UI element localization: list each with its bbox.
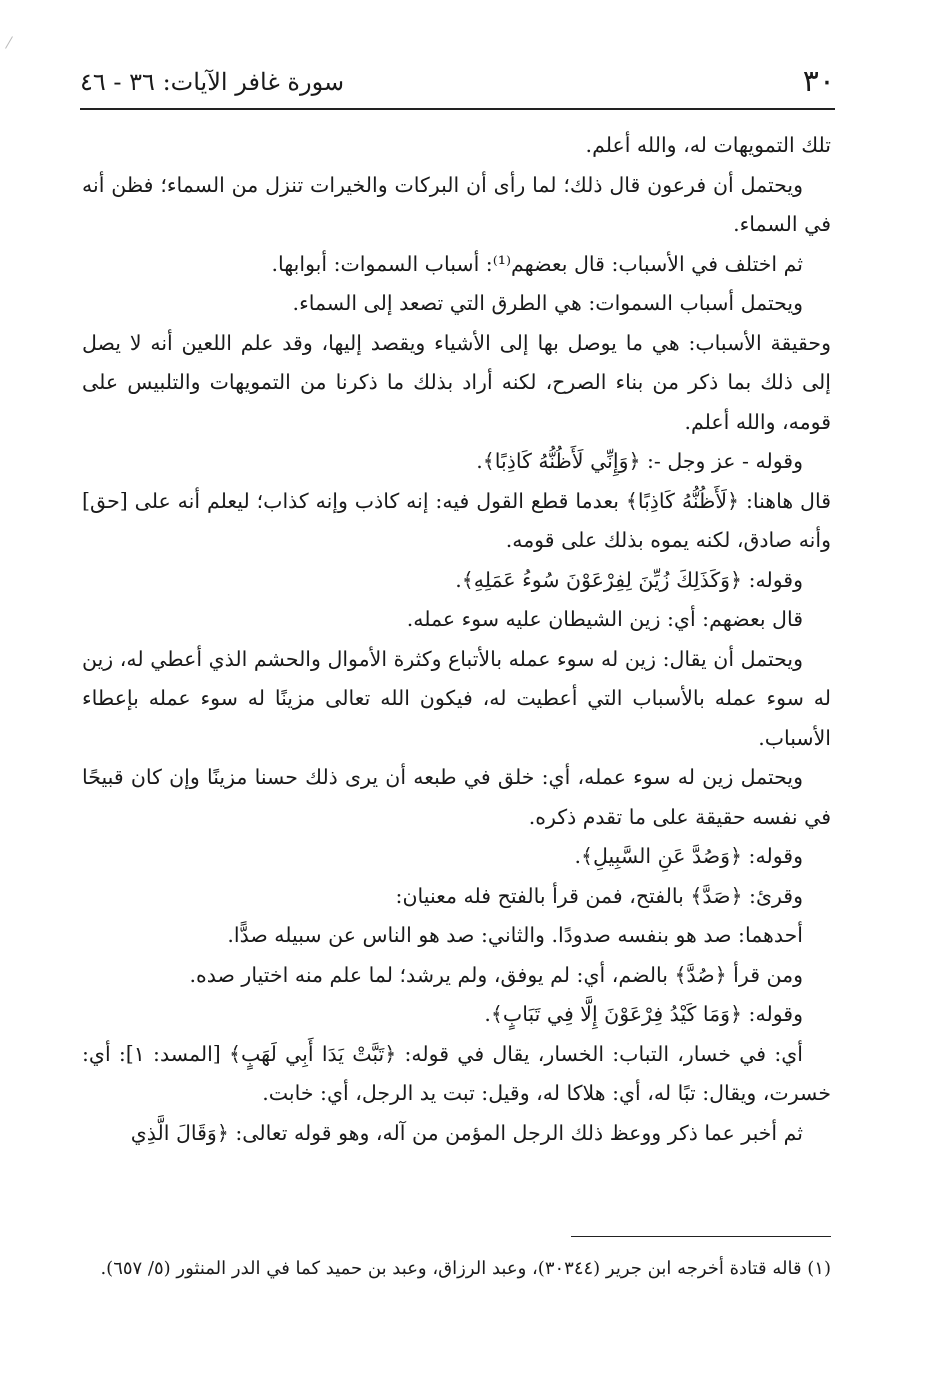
header-rule — [80, 108, 835, 110]
paragraph: وقوله - عز وجل -: ﴿وَإِنِّي لَأَظُنُّهُ كَاذِبًا﴾. — [476, 449, 803, 473]
paragraph: ويحتمل أسباب السموات: هي الطرق التي تصعد إلى السماء. — [292, 291, 803, 315]
footnotes — [82, 1252, 831, 1286]
paragraph: أحدهما: صد هو بنفسه صدودًا. والثاني: صد هو الناس عن سبيله صدًّا. — [227, 923, 803, 947]
paragraph: ثم اختلف في الأسباب: قال بعضهم⁽¹⁾: أسباب السموات: أبوابها. — [271, 251, 803, 276]
paragraph: ويحتمل زين له سوء عمله، أي: خلق في طبعه أن يرى ذلك حسنا مزينًا وإن كان قبيحًا في نفسه حقيقة على ما تقدم ذكره. — [82, 765, 831, 829]
paragraph: ثم أخبر عما ذكر ووعظ ذلك الرجل المؤمن من آله، وهو قوله تعالى: ﴿وَقَالَ الَّذِي — [130, 1120, 803, 1145]
running-title: سورة غافر الآيات: ٣٦ - ٤٦ — [80, 68, 345, 96]
paragraph: وحقيقة الأسباب: هي ما يوصل بها إلى الأشياء ويقصد إليها، وقد علم اللعين أنه لا يصل إلى ذلك بما ذكر من بناء الصرح، لكنه أراد بذلك ما ذكرنا من التمويهات والتلبيس على قومه، والله أعلم. — [82, 330, 831, 434]
paragraph: وقوله: ﴿وَكَذَلِكَ زُيِّنَ لِفِرْعَوْنَ سُوءُ عَمَلِهِ﴾. — [455, 567, 803, 592]
paragraph: قال بعضهم: أي: زين الشيطان عليه سوء عمله. — [406, 607, 803, 631]
paragraph: أي: في خسار، التباب: الخسار، يقال في قوله: ﴿تَبَّتْ يَدَا أَبِي لَهَبٍ﴾ [المسد: ١]: أي: خسرت، ويقال: تبًا له، أي: هلاكا له، وقيل: تبت يد الرجل، أي: خابت. — [82, 1041, 831, 1105]
scan-mark — [5, 36, 13, 49]
footnote: (١) قاله قتادة أخرجه ابن جرير (٣٠٣٤٤)، وعبد الرزاق، وعبد بن حميد كما في الدر المنثور (٥/ ٦٥٧). — [100, 1258, 831, 1279]
main-text — [82, 126, 831, 1153]
page-header — [80, 62, 835, 102]
paragraph: وقوله: ﴿وَمَا كَيْدُ فِرْعَوْنَ إِلَّا فِي تَبَابٍ﴾. — [484, 1002, 803, 1026]
paragraph: ويحتمل أن يقال: زين له سوء عمله بالأتباع وكثرة الأموال والحشم الذي أعطي له، زين له سوء عمله بالأسباب التي أعطيت له، فيكون الله تعالى مزينًا له سوء عمله بإعطاء الأسباب. — [82, 646, 831, 750]
paragraph: وقوله: ﴿وَصُدَّ عَنِ السَّبِيلِ﴾. — [574, 844, 803, 868]
page-number: ٣٠ — [802, 64, 835, 99]
paragraph: ومن قرأ ﴿صُدَّ﴾ بالضم، أي: لم يوفق، ولم يرشد؛ لما علم منه اختيار صده. — [189, 962, 803, 987]
paragraph: تلك التمويهات له، والله أعلم. — [585, 133, 831, 157]
paragraph: قال هاهنا: ﴿لَأَظُنُّهُ كَاذِبًا﴾ بعدما قطع القول فيه: إنه كاذب وإنه كذاب؛ ليعلم أنه على [حق] وأنه صادق، لكنه يموه بذلك على قومه. — [82, 488, 831, 552]
paragraph: وقرئ: ﴿صَدَّ﴾ بالفتح، فمن قرأ بالفتح فله معنيان: — [395, 883, 803, 908]
paragraph: ويحتمل أن فرعون قال ذلك؛ لما رأى أن البركات والخيرات تنزل من السماء؛ فظن أنه في السماء. — [82, 172, 831, 236]
footnote-rule — [571, 1236, 831, 1237]
